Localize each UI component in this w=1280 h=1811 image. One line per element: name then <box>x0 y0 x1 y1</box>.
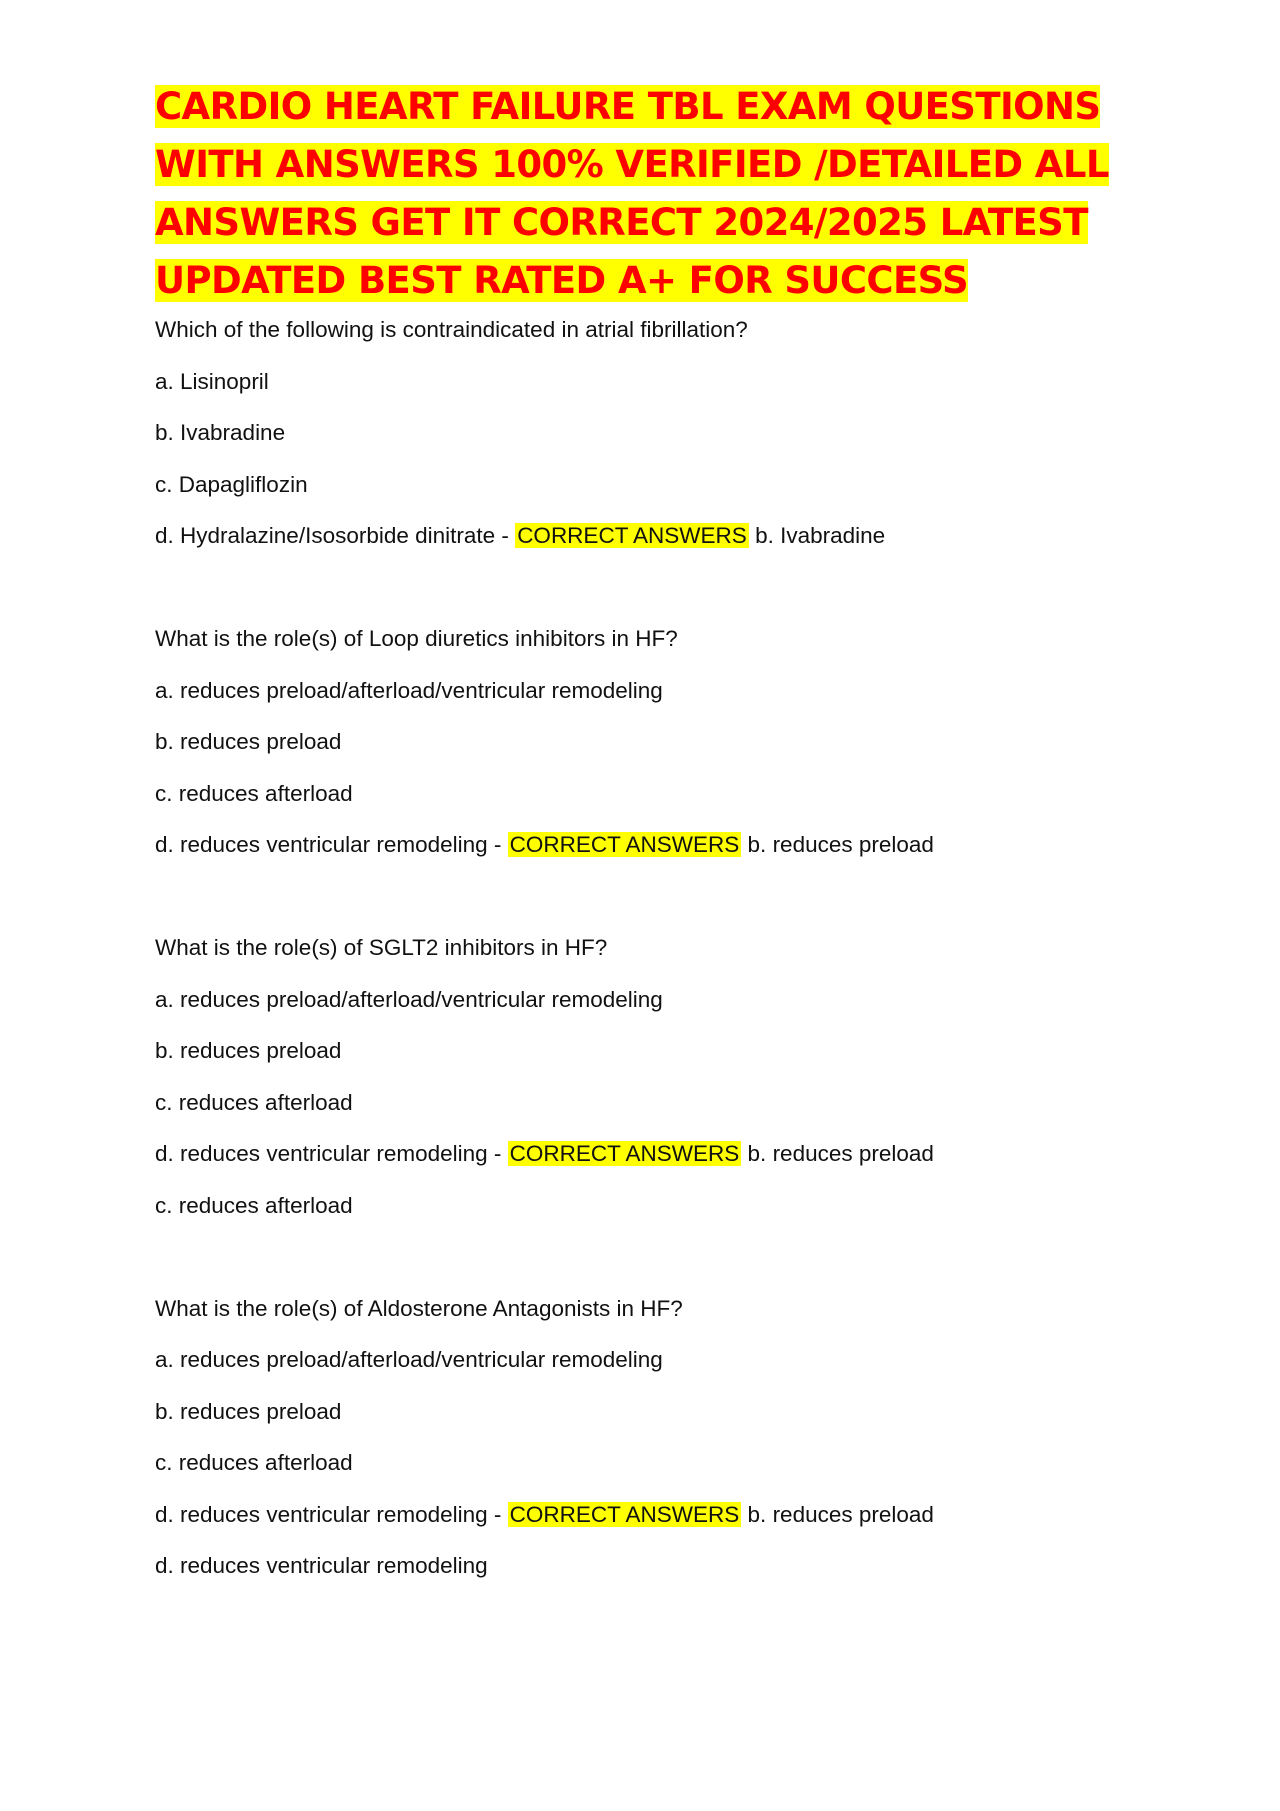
answer-option-with-key <box>155 830 1115 860</box>
document-title <box>155 78 1115 310</box>
answer-option: a. reduces preload/afterload/ventricular remodeling <box>155 1347 663 1372</box>
question-block <box>155 1294 1115 1582</box>
correct-answers-badge: CORRECT ANSWERS <box>509 1501 740 1527</box>
question-block <box>155 315 1115 551</box>
answer-option: c. reduces afterload <box>155 780 353 806</box>
answer-option: a. reduces preload/afterload/ventricular remodeling <box>155 986 663 1012</box>
question-block <box>155 933 1115 1221</box>
question-list <box>155 315 1115 1581</box>
title-line: ANSWERS GET IT CORRECT 2024/2025 LATEST <box>155 201 1088 244</box>
correct-answer: b. reduces preload <box>741 832 934 857</box>
correct-answer: b. reduces preload <box>741 1141 934 1166</box>
title-line: UPDATED BEST RATED A+ FOR SUCCESS <box>155 259 969 302</box>
answer-option: c. Dapagliflozin <box>155 471 308 497</box>
question-spacer <box>155 1242 1115 1294</box>
title-line: WITH ANSWERS 100% VERIFIED /DETAILED ALL <box>155 143 1109 186</box>
correct-answer: b. reduces preload <box>741 1501 934 1527</box>
question-text: What is the role(s) of SGLT2 inhibitors in HF? <box>155 935 608 960</box>
answer-option: c. reduces afterload <box>155 1450 353 1475</box>
answer-option: c. reduces afterload <box>155 1089 353 1115</box>
correct-answers-badge: CORRECT ANSWERS <box>509 832 740 857</box>
correct-answer: d. reduces ventricular remodeling <box>155 1553 488 1578</box>
answer-option: b. reduces preload <box>155 1038 342 1063</box>
question-block <box>155 624 1115 860</box>
answer-option-with-key <box>155 521 1115 551</box>
answer-option: b. Ivabradine <box>155 420 286 445</box>
correct-answer: b. Ivabradine <box>748 523 886 548</box>
answer-option-with-key <box>155 1500 1115 1530</box>
question-spacer <box>155 882 1115 934</box>
title-line: CARDIO HEART FAILURE TBL EXAM QUESTIONS <box>155 85 1101 128</box>
correct-answers-badge: CORRECT ANSWERS <box>517 523 747 548</box>
question-text: What is the role(s) of Aldosterone Antagonists in HF? <box>155 1295 683 1321</box>
question-spacer <box>155 573 1115 625</box>
answer-option-text: d. reduces ventricular remodeling - <box>155 832 508 857</box>
answer-option-text: d. reduces ventricular remodeling - <box>155 1141 508 1166</box>
answer-option-with-key <box>155 1139 1115 1169</box>
answer-option: a. Lisinopril <box>155 368 269 394</box>
answer-option: b. reduces preload <box>155 1398 342 1424</box>
document-page <box>155 78 1115 1603</box>
answer-option: a. reduces preload/afterload/ventricular remodeling <box>155 677 663 703</box>
question-text: Which of the following is contraindicated in atrial fibrillation? <box>155 317 748 342</box>
correct-answer: c. reduces afterload <box>155 1192 353 1218</box>
question-text: What is the role(s) of Loop diuretics inhibitors in HF? <box>155 626 678 651</box>
correct-answers-badge: CORRECT ANSWERS <box>509 1141 740 1166</box>
answer-option-text: d. reduces ventricular remodeling - <box>155 1501 508 1527</box>
answer-option-text: d. Hydralazine/Isosorbide dinitrate - <box>155 523 516 548</box>
answer-option: b. reduces preload <box>155 729 342 754</box>
